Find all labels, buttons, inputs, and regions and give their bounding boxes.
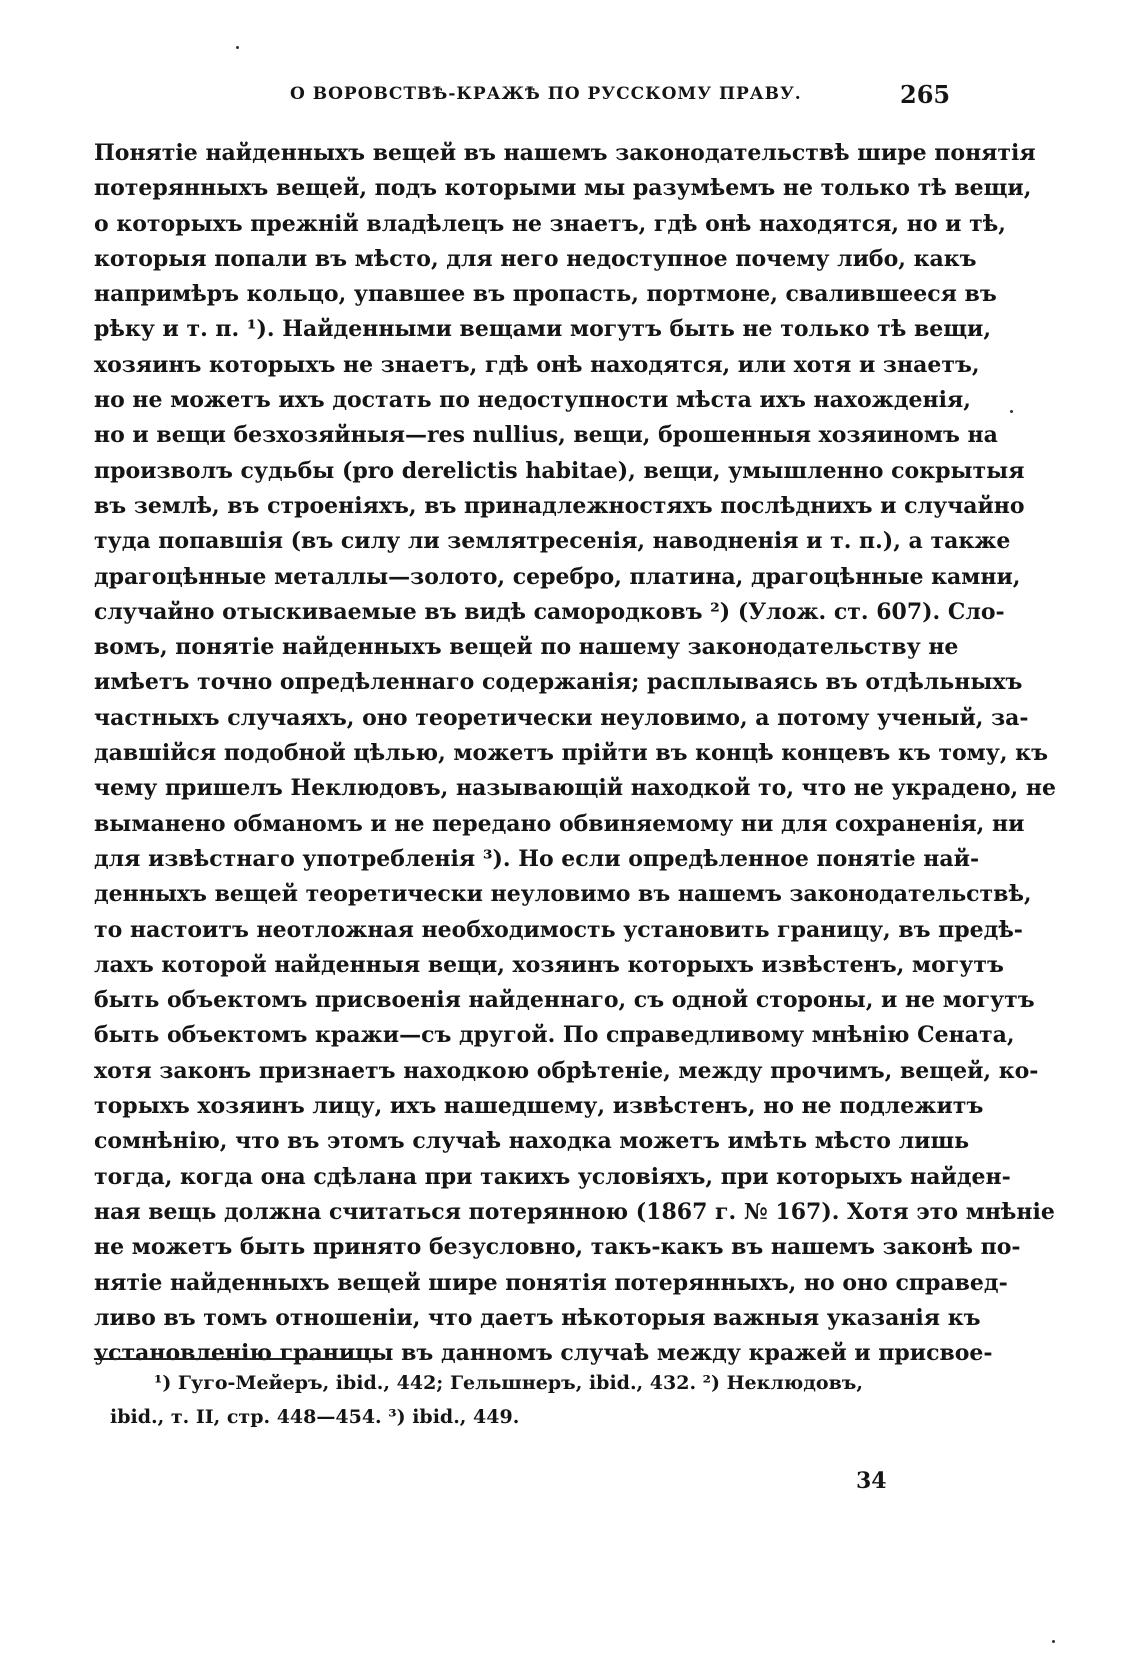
signature-mark: 34 [856,1468,887,1494]
footnote-divider [94,1358,380,1360]
text-line: быть объектомъ кражи—съ другой. По справедливому мнѣнію Сената, [94,1022,1015,1049]
text-line: которыя попали въ мѣсто, для него недоступное почему либо, какъ [94,245,977,272]
text-line: ливо въ томъ отношеніи, что даетъ нѣкоторыя важныя указанія къ [94,1304,981,1331]
text-line: Понятіе найденныхъ вещей въ нашемъ законодательствѣ шире понятія [94,140,1036,166]
footnote-line: ibid., т. II, стр. 448—454. ³) ibid., 449. [110,1406,520,1428]
text-line: имѣетъ точно опредѣленнаго содержанія; расплываясь въ отдѣльныхъ [94,669,1023,696]
text-line: ная вещь должна считаться потерянною (1867 г. № 167). Хотя это мнѣніе [94,1198,1055,1225]
text-line: то настоитъ неотложная необходимость установить границу, въ предѣ- [94,916,1023,943]
text-line: не можетъ быть принято безусловно, такъ-какъ въ нашемъ законѣ по- [94,1234,1021,1261]
text-line: выманено обманомъ и не передано обвиняемому ни для сохраненія, ни [94,810,1025,837]
text-line: торыхъ хозяинъ лицу, ихъ нашедшему, извѣстенъ, но не подлежитъ [94,1093,984,1120]
text-line: тогда, когда она сдѣлана при такихъ условіяхъ, при которыхъ найден- [94,1163,1011,1190]
page-number: 265 [900,80,951,109]
text-line: для извѣстнаго употребленія ³). Но если опредѣленное понятіе най- [94,845,980,872]
text-line: случайно отыскиваемые въ видѣ самородковъ ²) (Улож. ст. 607). Сло- [94,598,1005,625]
text-line: денныхъ вещей теоретически неуловимо въ нашемъ законодательствѣ, [94,881,1032,908]
text-line: частныхъ случаяхъ, оно теоретически неуловимо, а потому ученый, за- [94,704,1029,731]
text-line: хозяинъ которыхъ не знаетъ, гдѣ онѣ находятся, или хотя и знаетъ, [94,351,980,378]
print-speck [236,46,239,49]
text-line: нятіе найденныхъ вещей шире понятія потерянныхъ, но оно справед- [94,1269,1008,1296]
text-line: потерянныхъ вещей, подъ которыми мы разумѣемъ не только тѣ вещи, [94,175,1032,202]
text-line: быть объектомъ присвоенія найденнаго, съ одной стороны, и не могутъ [94,987,1035,1014]
text-line: драгоцѣнные металлы—золото, серебро, платина, драгоцѣнные камни, [94,563,1021,590]
text-line: но не можетъ ихъ достать по недоступности мѣста ихъ нахожденія, [94,387,971,414]
text-line: давшійся подобной цѣлью, можетъ прійти въ концѣ концевъ къ тому, къ [94,740,1048,767]
print-speck [1010,410,1013,413]
running-title: О ВОРОВСТВѢ-КРАЖѢ ПО РУССКОМУ ПРАВУ. [290,84,802,104]
text-line: сомнѣнію, что въ этомъ случаѣ находка можетъ имѣть мѣсто лишь [94,1128,970,1155]
text-line: хотя законъ признаетъ находкою обрѣтеніе, между прочимъ, вещей, ко- [94,1057,1039,1084]
footnote-line: ¹) Гуго-Мейеръ, ibid., 442; Гельшнеръ, ibid., 432. ²) Неклюдовъ, [154,1372,863,1394]
text-line: но и вещи безхозяйныя—res nullius, вещи, брошенныя хозяиномъ на [94,422,998,449]
text-line: лахъ которой найденныя вещи, хозяинъ которыхъ извѣстенъ, могутъ [94,951,1004,978]
text-line: рѣку и т. п. ¹). Найденными вещами могутъ быть не только тѣ вещи, [94,316,992,343]
text-line: произволъ судьбы (pro derelictis habitae), вещи, умышленно сокрытыя [94,457,1025,484]
text-line: туда попавшія (въ силу ли землятресенія, наводненія и т. п.), а также [94,528,1011,555]
body-text [94,136,1056,1371]
text-line: вомъ, понятіе найденныхъ вещей по нашему законодательству не [94,634,959,661]
text-line: установленію границы въ данномъ случаѣ между кражей и присвое- [94,1340,993,1367]
text-line: напримѣръ кольцо, упавшее въ пропасть, портмоне, свалившееся въ [94,281,997,308]
text-line: о которыхъ прежній владѣлецъ не знаетъ, гдѣ онѣ находятся, но и тѣ, [94,210,1006,237]
print-speck [1052,1640,1055,1643]
footnotes [94,1366,946,1434]
text-line: въ землѣ, въ строеніяхъ, въ принадлежностяхъ послѣднихъ и случайно [94,492,1025,519]
text-line: чему пришелъ Неклюдовъ, называющій находкой то, что не украдено, не [94,775,1056,802]
